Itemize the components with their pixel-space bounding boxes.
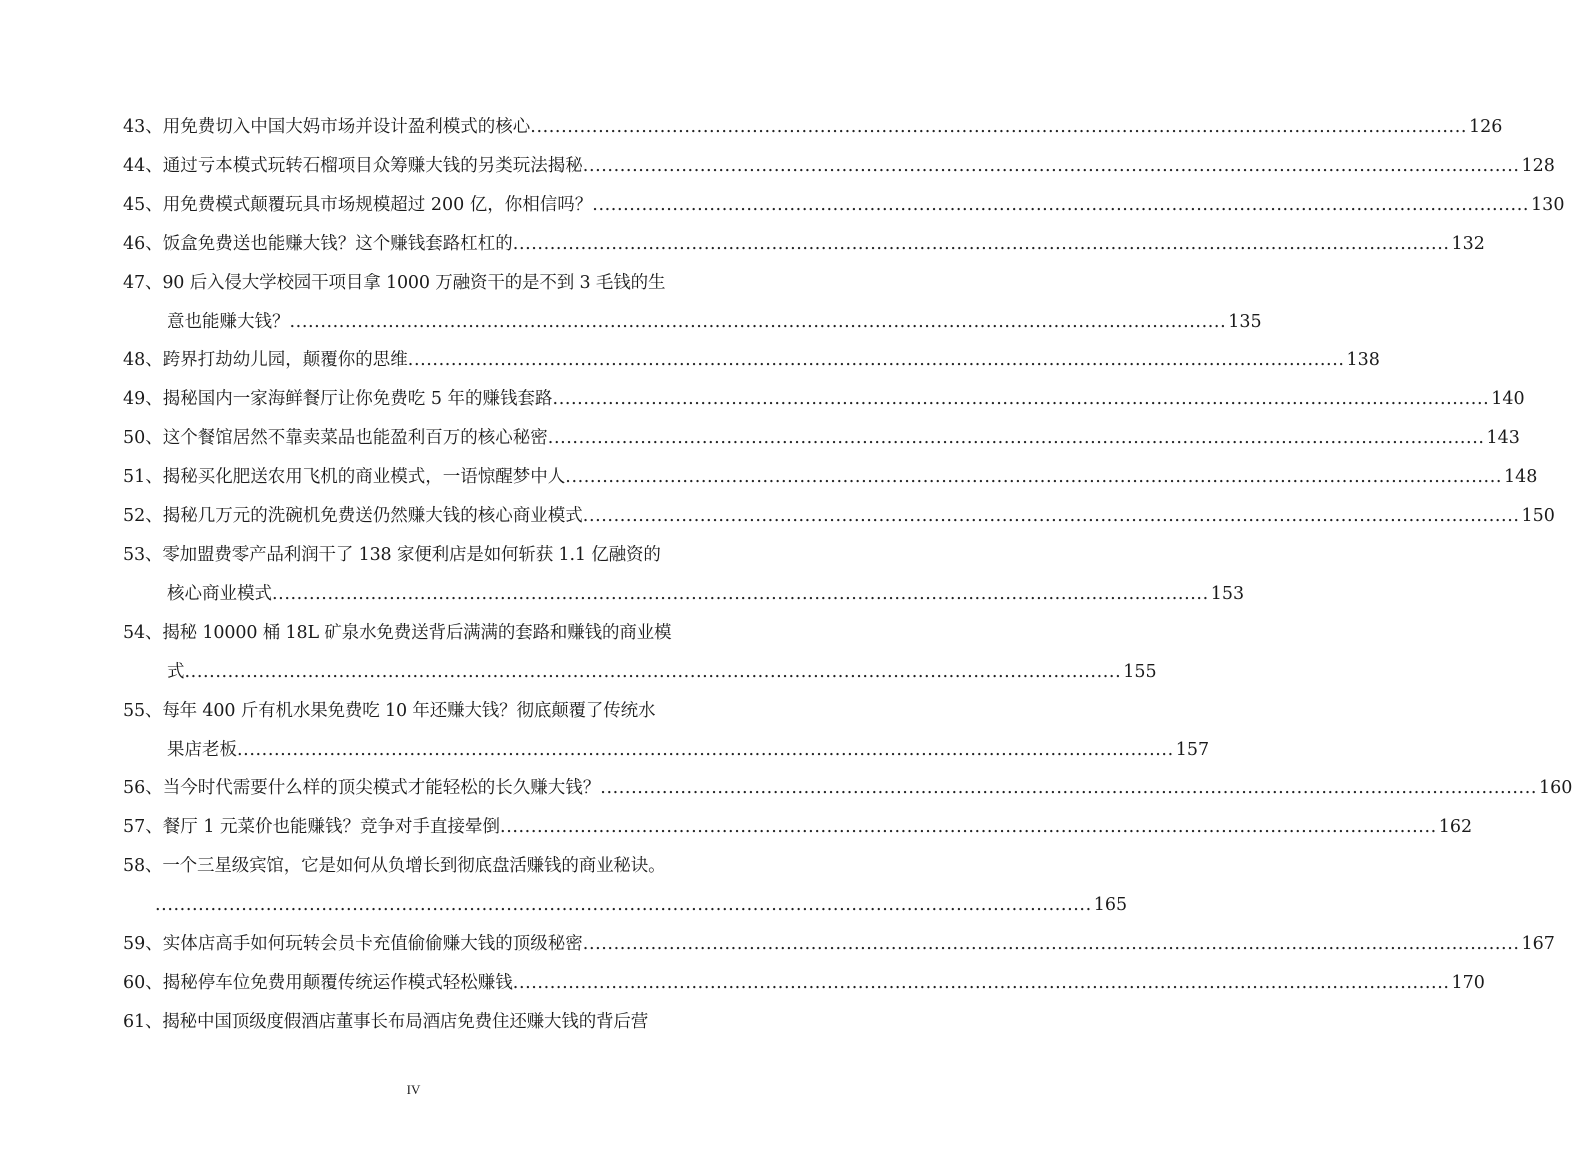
page-number: 140 (1491, 389, 1525, 410)
entry-title: 49、揭秘国内一家海鲜餐厅让你免费吃 5 年的赚钱套路 (123, 389, 553, 410)
entry-title: 57、餐厅 1 元菜价也能赚钱？竞争对手直接晕倒 (123, 817, 501, 838)
toc-entry[interactable] (123, 147, 1555, 186)
leader-dots: ........................................................................................................................................................ (582, 506, 1520, 527)
leader-dots: ........................................................................................................................................................ (184, 661, 1122, 682)
leader-dots: ........................................................................................................................................................ (155, 895, 1092, 916)
entry-title-continued: 式 (167, 661, 185, 682)
page-number: 126 (1469, 117, 1503, 137)
leader-dots: ........................................................................................................................................................ (565, 467, 1503, 488)
entry-title: 52、揭秘几万元的洗碗机免费送仍然赚大钱的核心商业模式 (123, 506, 583, 527)
toc-entry[interactable] (123, 225, 1485, 264)
leader-dots: ........................................................................................................................................................ (530, 117, 1468, 137)
toc-entry[interactable] (123, 458, 1538, 497)
page-number: 150 (1521, 506, 1555, 527)
toc-entry[interactable] (123, 264, 1262, 342)
leader-dots: ........................................................................................................................................................ (600, 778, 1538, 799)
page-number: 157 (1175, 739, 1210, 760)
toc-entry[interactable] (123, 497, 1555, 536)
page-number: 170 (1451, 972, 1485, 993)
leader-dots: ........................................................................................................................................................ (237, 739, 1174, 760)
entry-title: 51、揭秘买化肥送农用飞机的商业模式，一语惊醒梦中人 (123, 467, 566, 488)
entry-title: 53、零加盟费零产品利润干了 138 家便利店是如何斩获 1.1 亿融资的 (123, 544, 661, 565)
entry-title: 54、揭秘 10000 桶 18L 矿泉水免费送背后满满的套路和赚钱的商业模 (123, 622, 672, 643)
entry-title: 50、这个餐馆居然不靠卖菜品也能盈利百万的核心秘密 (123, 428, 548, 449)
toc-entry[interactable] (123, 108, 1503, 147)
entry-title: 59、实体店高手如何玩转会员卡充值偷偷赚大钱的顶级秘密 (123, 934, 583, 955)
toc-entry[interactable] (123, 614, 1157, 692)
toc-entry[interactable] (123, 186, 1565, 225)
page-number: 143 (1486, 428, 1520, 449)
toc-entry[interactable] (123, 692, 1210, 770)
toc-entry[interactable] (123, 808, 1473, 847)
toc-entry[interactable] (123, 925, 1555, 964)
toc-entry[interactable] (123, 536, 1245, 614)
page-number: 135 (1228, 311, 1262, 332)
entry-title-continued: 果店老板 (167, 739, 237, 760)
page-number: 128 (1521, 155, 1555, 176)
leader-dots: ........................................................................................................................................................ (512, 972, 1450, 993)
entry-title: 46、饭盒免费送也能赚大钱？这个赚钱套路杠杠的 (123, 233, 513, 254)
page-number: 138 (1346, 350, 1380, 371)
table-of-contents (123, 108, 1572, 1042)
entry-title: 56、当今时代需要什么样的顶尖模式才能轻松的长久赚大钱？ (123, 778, 601, 799)
toc-entry[interactable] (123, 769, 1572, 808)
entry-title: 55、每年 400 斤有机水果免费吃 10 年还赚大钱？彻底颠覆了传统水 (123, 700, 656, 721)
toc-entry[interactable] (123, 341, 1380, 380)
page-number-footer: IV (406, 1082, 421, 1097)
leader-dots: ........................................................................................................................................................ (289, 311, 1227, 332)
page-number: 153 (1210, 583, 1245, 604)
toc-entry[interactable] (123, 964, 1485, 1003)
leader-dots: ........................................................................................................................................................ (512, 233, 1450, 254)
entry-title: 58、一个三星级宾馆，它是如何从负增长到彻底盘活赚钱的商业秘诀。 (123, 856, 666, 877)
entry-title-continued: 核心商业模式 (167, 583, 272, 604)
entry-title: 44、通过亏本模式玩转石榴项目众筹赚大钱的另类玩法揭秘 (123, 155, 583, 176)
entry-title: 61、揭秘中国顶级度假酒店董事长布局酒店免费住还赚大钱的背后营 (123, 1011, 649, 1032)
page-number: 148 (1504, 467, 1538, 488)
page-number: 162 (1438, 817, 1473, 838)
entry-title: 45、用免费模式颠覆玩具市场规模超过 200 亿，你相信吗？ (123, 194, 593, 215)
page-number: 130 (1531, 194, 1565, 215)
page-number: 132 (1451, 233, 1485, 254)
leader-dots: ........................................................................................................................................................ (592, 194, 1530, 215)
leader-dots: ........................................................................................................................................................ (272, 583, 1209, 604)
toc-entry[interactable] (123, 1003, 703, 1042)
entry-title: 48、跨界打劫幼儿园，颠覆你的思维 (123, 350, 408, 371)
toc-entry[interactable] (123, 419, 1520, 458)
page-number: 160 (1539, 778, 1572, 799)
toc-entry[interactable] (123, 847, 1128, 925)
leader-dots: ........................................................................................................................................................ (547, 428, 1485, 449)
entry-title-continued: 意也能赚大钱？ (167, 311, 290, 332)
leader-dots: ........................................................................................................................................................ (500, 817, 1437, 838)
entry-title: 43、用免费切入中国大妈市场并设计盈利模式的核心 (123, 117, 531, 137)
toc-entry[interactable] (123, 380, 1525, 419)
leader-dots: ........................................................................................................................................................ (582, 155, 1520, 176)
page-number: 155 (1123, 661, 1157, 682)
leader-dots: ........................................................................................................................................................ (407, 350, 1345, 371)
page-number: 167 (1521, 934, 1555, 955)
leader-dots: ........................................................................................................................................................ (552, 389, 1490, 410)
entry-title: 60、揭秘停车位免费用颠覆传统运作模式轻松赚钱 (123, 972, 513, 993)
entry-title: 47、90 后入侵大学校园干项目拿 1000 万融资干的是不到 3 毛钱的生 (123, 272, 666, 293)
page-number: 165 (1093, 895, 1128, 916)
leader-dots: ........................................................................................................................................................ (582, 934, 1520, 955)
